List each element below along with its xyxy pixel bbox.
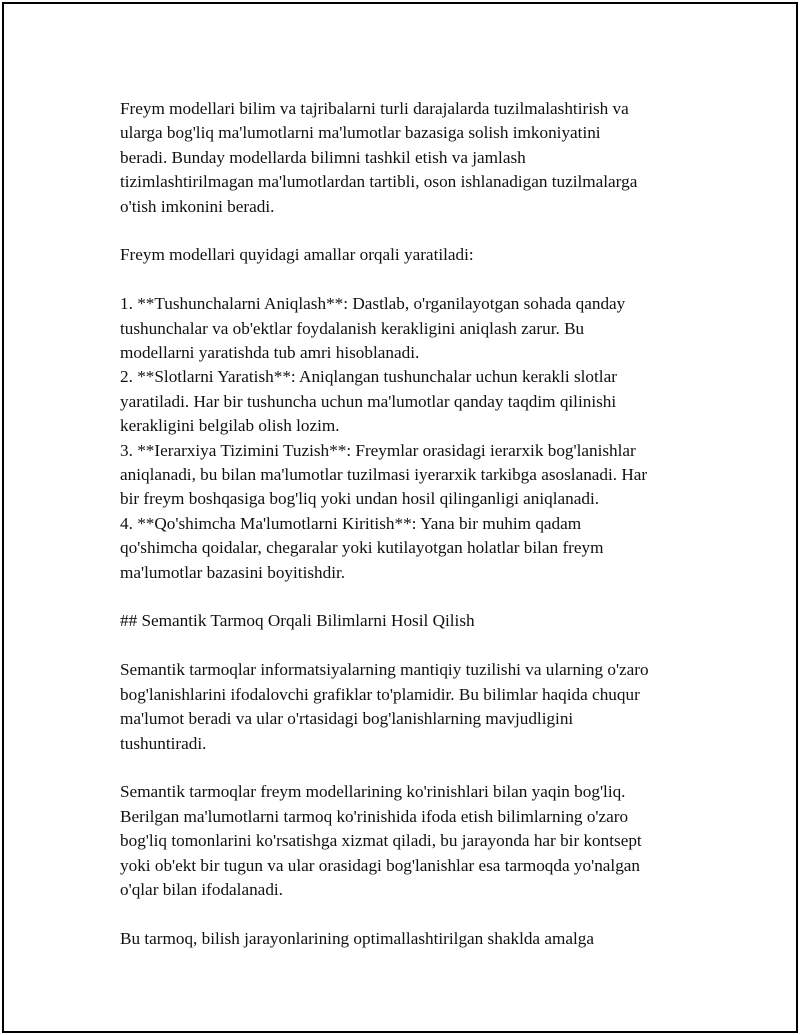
list-item: 2. **Slotlarni Yaratish**: Aniqlangan tushunchalar uchun kerakli slotlar yaratiladi. Har bir tushuncha uchun ma'lumotlar qanday taqdim qilinishi kerakligini belgilab olish lozim. — [120, 367, 617, 436]
steps-intro-paragraph: Freym modellari quyidagi amallar orqali yaratiladi: — [120, 245, 474, 265]
steps-list — [120, 292, 700, 585]
document-page — [2, 2, 798, 1033]
closing-paragraph: Bu tarmoq, bilish jarayonlarining optimallashtirilgan shaklda amalga — [120, 928, 594, 948]
section-heading: ## Semantik Tarmoq Orqali Bilimlarni Hosil Qilish — [120, 611, 475, 631]
document-body — [120, 97, 700, 976]
intro-paragraph: Freym modellari bilim va tajribalarni turli darajalarda tuzilmalashtirish va ularga bog'liq ma'lumotlarni ma'lumotlar bazasiga solish imkoniyatini beradi. Bunday modellarda bilimni tashkil etish va jamlash tizimlashtirilmagan ma'lumotlardan tartibli, oson ishlanadigan tuzilmalarga o'tish imkonini beradi. — [120, 99, 638, 216]
semantic-frame-relation-paragraph: Semantik tarmoqlar freym modellarining ko'rinishlari bilan yaqin bog'liq. Berilgan ma'lumotlarni tarmoq ko'rinishida ifoda etish bilimlarning o'zaro bog'liq tomonlarini ko'rsatishga xizmat qiladi, bu jarayonda har bir kontsept yoki ob'ekt bir tugun va ular orasidagi bog'lanishlar esa tarmoqda yo'nalgan o'qlar bilan ifodalanadi. — [120, 782, 642, 899]
list-item: 1. **Tushunchalarni Aniqlash**: Dastlab, o'rganilayotgan sohada qanday tushunchalar va ob'ektlar foydalanish kerakligini aniqlash zarur. Bu modellarni yaratishda tub amri hisoblanadi. — [120, 294, 626, 363]
semantic-network-paragraph: Semantik tarmoqlar informatsiyalarning mantiqiy tuzilishi va ularning o'zaro bog'lanishlarini ifodalovchi grafiklar to'plamidir. Bu bilimlar haqida chuqur ma'lumot beradi va ular o'rtasidagi bog'lanishlarning mavjudligini tushuntiradi. — [120, 660, 649, 753]
list-item: 4. **Qo'shimcha Ma'lumotlarni Kiritish**: Yana bir muhim qadam qo'shimcha qoidalar, chegaralar yoki kutilayotgan holatlar bilan freym ma'lumotlar bazasini boyitishdir. — [120, 513, 604, 582]
list-item: 3. **Ierarxiya Tizimini Tuzish**: Freymlar orasidagi ierarxik bog'lanishlar aniqlanadi, bu bilan ma'lumotlar tuzilmasi iyerarxik tarkibga asoslanadi. Har bir freym boshqasiga bog'liq yoki undan hosil qilinganligi aniqlanadi. — [120, 440, 648, 509]
